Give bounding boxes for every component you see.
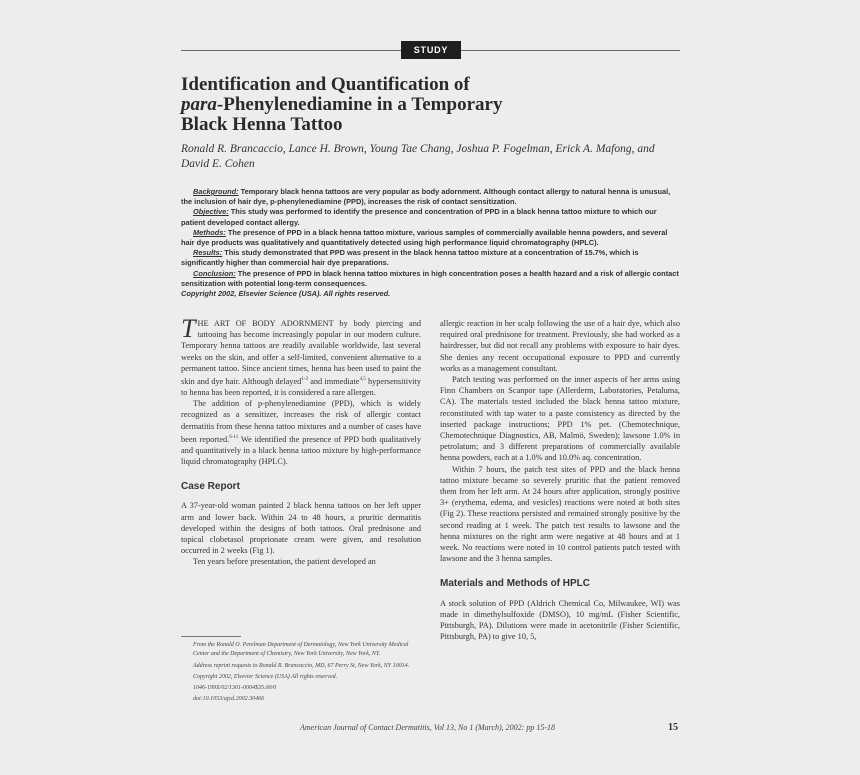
author-list: Ronald R. Brancaccio, Lance H. Brown, Young Tae Chang, Joshua P. Fogelman, Erick A. Mafong, and David E. Cohen <box>181 143 655 170</box>
intro-p1-end: hypersensitivity to henna has been reported, it is considered a rare allergen. <box>181 376 421 397</box>
article-title <box>181 75 651 135</box>
objective-text: This study was performed to identify the presence and concentration of PPD in a black henna tattoo mixture to which our patient developed contact allergy. <box>181 207 657 227</box>
background-text: Temporary black henna tattoos are very popular as body adornment. Although contact allergy to natural henna is unusual, the inclusion of hair dye, p-phenylenediamine (PPD), increases the risk of contact sensitization. <box>181 187 671 207</box>
footnote-issn: 1046-199X/02/1301-0004$35.00/0 <box>193 685 277 692</box>
abstract <box>181 187 681 299</box>
results-label: Results: <box>193 248 223 258</box>
results-text: This study demonstrated that PPD was present in the black henna tattoo mixture at a concentration of 15.7%, which is significantly higher than commercial hair dye preparations. <box>181 248 639 268</box>
methods-label: Methods: <box>193 227 226 237</box>
objective-label: Objective: <box>193 207 229 217</box>
footnote-rule <box>181 636 241 637</box>
abstract-methods <box>181 228 681 248</box>
abstract-objective <box>181 207 681 227</box>
right-paragraph-2: Patch testing was performed on the inner aspects of her arms using Finn Chambers on Scanpor tape (Allerderm, Laboratories, Petaluma, CA). The materials tested included the black henna tattoo mixture, reconstituted with tap water to a paste consistency as directed by the inserted package instructions; PPD 1% pet. (Chemotechnique, Chemotechnique Diagnostics, AB, Malmö, Sweden); lawsone 1.0% in petrolatum; and 3 different preparations of commercially available henna powders, each at a 1.0% and 10.0% aq. concentration. <box>440 375 680 463</box>
title-line-3: Black Henna Tattoo <box>181 114 343 135</box>
intro-paragraph-2 <box>181 398 421 467</box>
abstract-copyright: Copyright 2002, Elsevier Science (USA). All rights reserved. <box>181 289 391 299</box>
journal-citation: American Journal of Contact Dermatitis, Vol 13, No 1 (March), 2002: pp 15-18 <box>300 723 556 732</box>
footnote-address: Address reprint requests to Ronald R. Brancaccio, MD, 67 Perry St, New York, NY 10014. <box>193 662 410 669</box>
body-column-right <box>440 318 680 642</box>
background-label: Background: <box>193 187 239 196</box>
footnote-affiliation: From the Ronald O. Perelman Department of Dermatology, New York University Medical Center and the Department of Chemistry, New York University, New York, NY. <box>193 642 409 658</box>
intro-paragraph-1 <box>181 314 421 398</box>
citation-sup: 4,5 <box>359 377 366 383</box>
footnote-doi: doi:10.1053/ajcd.2002.30466 <box>193 696 265 703</box>
conclusion-text: The presence of PPD in black henna tattoo mixtures in high concentration poses a health hazard and a risk of allergic contact sensitization with potential long-term consequences. <box>181 268 679 288</box>
right-paragraph-4: A stock solution of PPD (Aldrich Chemical Co, Milwaukee, WI) was made in dimethylsulfoxide (DMSO), 10 mg/mL (Fisher Scientific, Pittsburgh, PA). Dilutions were made in acetonitrile (Fisher Scientific, Pittsburgh, PA) to give 10, 5, <box>440 598 680 642</box>
drop-cap: T <box>181 314 196 343</box>
case-report-heading: Case Report <box>181 481 240 493</box>
intro-p1-mid: and immediate <box>307 376 360 386</box>
case-paragraph-1: A 37-year-old woman painted 2 black henna tattoos on her left upper arm and lower back. Within 24 to 48 hours, a pruritic dermatitis developed within the designs of both tattoos. Oral prednisone and topical clobetasol proprionate cream were given, and resolution occurred in 2 weeks (Fig 1). <box>181 501 421 556</box>
body-column-left <box>181 314 421 568</box>
methods-text: The presence of PPD in a black henna tattoo mixture, various samples of commercially available henna powders, and several hair dye products was qualitatively and quantitatively detected using high performance liquid chromatography (HPLC). <box>181 227 668 248</box>
intro-p1-text: HE ART OF BODY ADORNMENT by body piercing and tattooing has become increasingly popular in our modern culture. Temporary henna tattoos are readily available worldwide, last several weeks on the skin, and offer a self-limited, convenient alternative to a permanent tattoo. Since ancient times, henna has been used to paint the skin and dye hair. Although delayed <box>181 319 421 386</box>
page-number: 15 <box>668 722 678 733</box>
right-paragraph-3: Within 7 hours, the patch test sites of PPD and the black henna tattoo mixture became so severely pruritic that the patient removed them from her left arm. At 24 hours after application, strongly positive 3+ (erythema, edema, and vesicles) reactions were noted at both sites (Fig 2). These reactions persisted and remained strongly positive by the second reading at 1 week. The patch test results to lawsone and the henna mixtures on the right arm were negative at 48 hours and at 1 week. No reactions were noted in 10 control patients patch tested with lawsone and the 3 henna samples. <box>440 464 680 564</box>
citation-sup: 1-3 <box>301 377 308 383</box>
abstract-background <box>181 187 681 207</box>
case-paragraph-2: Ten years before presentation, the patient developed an <box>193 557 376 567</box>
footnote-copyright: Copyright 2002, Elsevier Science (USA) All rights reserved. <box>193 673 338 680</box>
title-line-1: Identification and Quantification of <box>181 74 470 95</box>
right-paragraph-1: allergic reaction in her scalp following the use of a hair dye, which also required oral prednisone for treatment. Previously, she had worked as a hairdresser, but did not recall any problems with exposure to hair dyes. She denies any recent occupational exposure to PPD and currently works as a management consultant. <box>440 319 680 373</box>
materials-methods-heading: Materials and Methods of HPLC <box>440 578 591 590</box>
citation-sup: 6-11 <box>229 434 239 440</box>
abstract-conclusion <box>181 269 681 289</box>
footnotes <box>193 641 425 707</box>
abstract-results <box>181 248 681 268</box>
section-tag: STUDY <box>401 41 461 59</box>
conclusion-label: Conclusion: <box>193 268 236 278</box>
intro-p2-text: The addition of p-phenylenediamine (PPD), which is widely recognized as a sensitizer, increases the risk of allergic contact dermatitis from these henna tattoo mixtures and a number of cases have been reported. <box>181 399 421 444</box>
intro-p2-end: We identified the presence of PPD both qualitatively and quantitatively in a black henna tattoo mixture by high-performance liquid chromatography (HPLC). <box>181 434 421 466</box>
title-italic-prefix: para <box>181 94 217 115</box>
title-line-2: -Phenylenediamine in a Temporary <box>216 94 503 115</box>
